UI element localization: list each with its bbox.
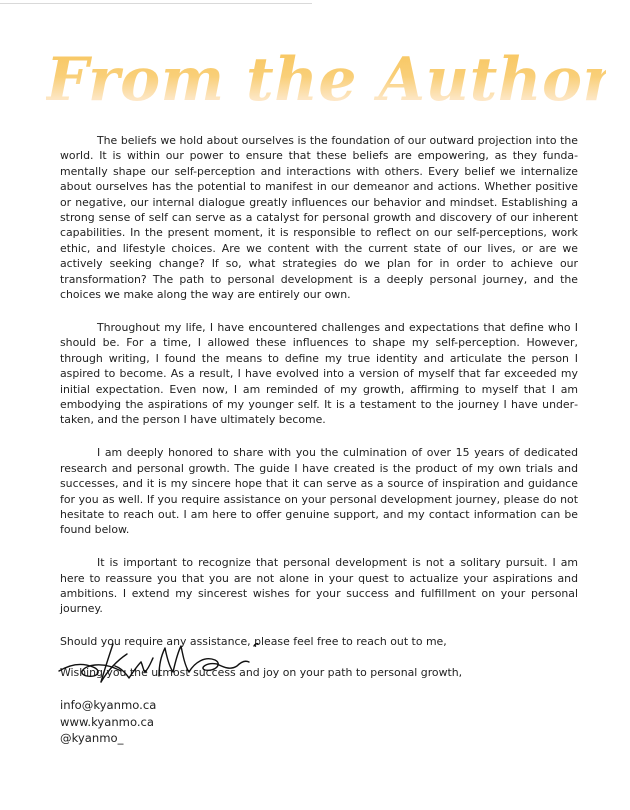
closing-line-assistance: Should you require any assistance, please feel free to reach out to me, — [60, 635, 447, 649]
page-title: From the Author — [46, 42, 606, 118]
paragraph-journey: Throughout my life, I have encountered challenges and expectations that define who I should be. For a time, I allowed these influences to shape my self-perception. However, through writing, I found the means to define my true identity and articulate the person I aspired to become. As a result, I have evolved into a version of myself that far exceeded my initial expectation. Even now, I am reminded of my growth, affirming to myself that I am embodying the aspirations of my younger self. It is a testament to the journey I have undertaken, and the person I have ultimately become. — [60, 320, 578, 427]
contact-website-link[interactable]: www.kyanmo.ca — [60, 714, 155, 729]
contact-email-link[interactable]: info@kyanmo.ca — [60, 698, 157, 712]
paragraph-not-alone: It is important to recognize that personal development is not a solitary pursuit. I am here to reassure you that you are not alone in your quest to actualize your aspirations and ambitions. I extend my sincerest wishes for your success and fulfillment on your personal journey. — [60, 556, 578, 616]
top-divider — [0, 3, 312, 4]
closing-line-wishes: Wishing you the utmost success and joy on your path to personal growth, — [60, 665, 463, 679]
paragraph-guide: I am deeply honored to share with you the culmination of over 15 years of dedicated research and personal growth. The guide I have created is the product of my own trials and successes, and it is my sincere hope that it can serve as a source of inspiration and guidance for you as well. If you require assistance on your personal development journey, please do not hesitate to reach out. I am here to offer genuine support, and my contact information can be found below. — [60, 446, 578, 537]
paragraph-beliefs: The beliefs we hold about ourselves is the foundation of our outward projection into the world. It is within our power to ensure that these beliefs are empowering, as they fundamentally shape our self-perception and interactions with others. Every belief we internalize about ourselves has the potential to manifest in our demeanor and actions. Whether positive or negative, our internal dialogue greatly influences our behavior and mindset. Establishing a strong sense of self can serve as a catalyst for personal growth and discovery of our inherent capabilities. In the present moment, it is responsible to reflect on our self-perceptions, work ethic, and lifestyle choices. Are we content with the current state of our lives, or are we actively seeking change? If so, what strategies do we plan for in order to achieve our transformation? The path to personal development is a deeply personal journey, and the choices we make along the way are entirely our own. — [60, 134, 578, 302]
letter-body — [60, 133, 578, 695]
handwritten-signature — [55, 632, 265, 687]
contact-info — [60, 697, 156, 747]
contact-social-handle[interactable]: @kyanmo_ — [60, 731, 124, 745]
